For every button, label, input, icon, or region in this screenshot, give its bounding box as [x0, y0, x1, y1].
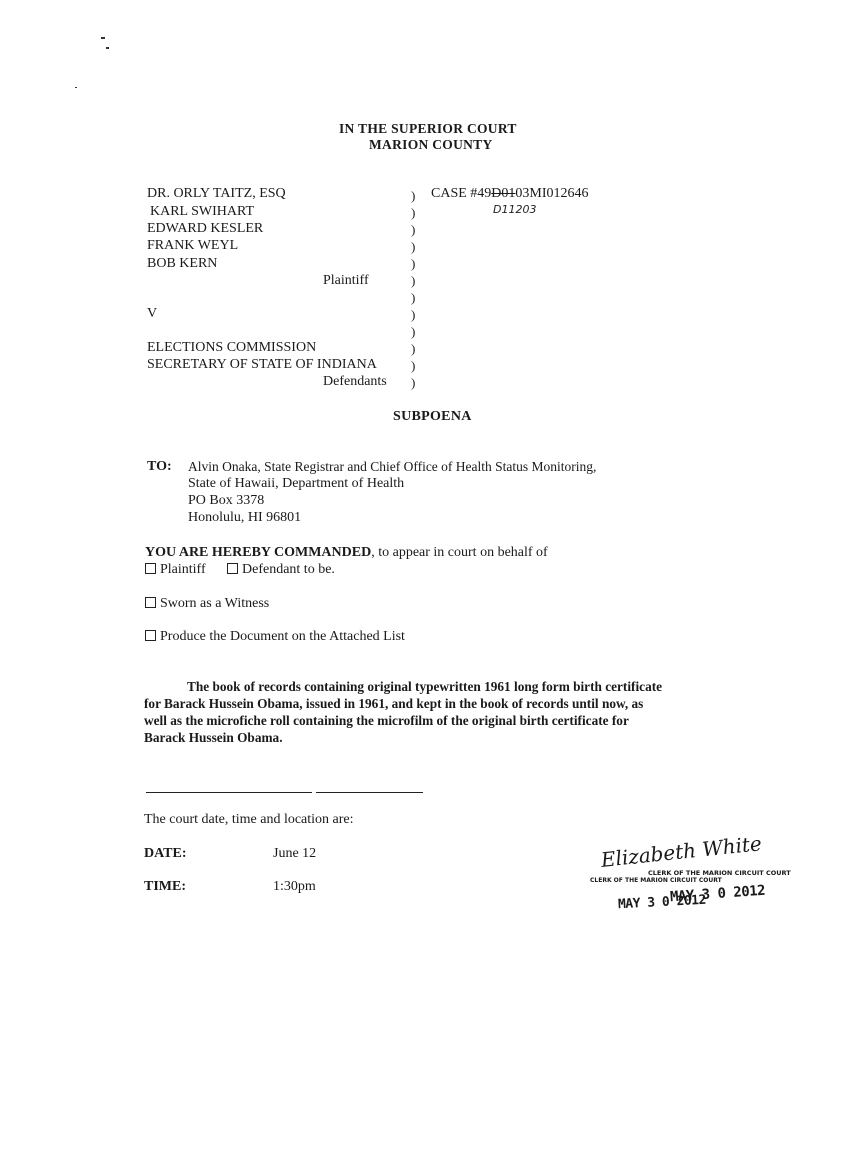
case-number [431, 186, 589, 202]
option-defendant-label: Defendant to be. [242, 562, 335, 577]
caption-paren: ) [411, 188, 416, 203]
caption-paren: ) [411, 222, 416, 237]
caption-paren: ) [411, 256, 416, 271]
court-info-label: The court date, time and location are: [144, 812, 354, 827]
caption-paren: ) [411, 307, 416, 322]
caption-paren: ) [411, 358, 416, 373]
records-line: well as the microfiche roll containing the microfilm of the original birth certificate for [144, 713, 629, 728]
recipient-line: PO Box 3378 [188, 493, 265, 508]
stamp-date: MAY 3 0 2012 [617, 892, 707, 913]
versus-label: V [147, 306, 158, 321]
records-line: Barack Hussein Obama. [144, 730, 283, 745]
date-value: June 12 [273, 846, 317, 861]
plaintiff-name: EDWARD KESLER [147, 221, 264, 236]
signature-line [316, 792, 423, 793]
caption-paren: ) [411, 375, 416, 390]
date-label: DATE: [144, 846, 187, 861]
option-produce-document[interactable] [145, 629, 405, 645]
command-bold: YOU ARE HEREBY COMMANDED [145, 545, 372, 560]
to-label: TO: [147, 459, 172, 474]
time-label: TIME: [144, 879, 186, 894]
command-sentence [145, 545, 548, 561]
case-label: CASE [431, 186, 467, 201]
defendant-label: Defendants [323, 374, 387, 389]
time-value: 1:30pm [273, 879, 316, 894]
command-rest: , to appear in court on behalf of [371, 545, 548, 560]
records-line: for Barack Hussein Obama, issued in 1961, and kept in the book of records until now, as [144, 696, 644, 711]
stamp-date: MAY 3 0 2012 [669, 882, 766, 906]
case-number-prefix: #49 [470, 186, 492, 201]
caption-paren: ) [411, 239, 416, 254]
signature-line [146, 792, 312, 793]
option-produce-label: Produce the Document on the Attached List [160, 629, 405, 644]
sworn-witness-checkbox[interactable] [145, 597, 156, 608]
caption-paren: ) [411, 324, 416, 339]
case-handwritten-correction: D11203 [493, 203, 537, 216]
scan-speck [75, 87, 77, 88]
clerk-signature: Elizabeth White [599, 831, 763, 872]
recipient-line: Honolulu, HI 96801 [188, 510, 302, 525]
document-title: SUBPOENA [393, 409, 472, 424]
option-plaintiff-label: Plaintiff [160, 562, 206, 577]
caption-paren: ) [411, 290, 416, 305]
clerk-stamp-line: CLERK OF THE MARION CIRCUIT COURT [590, 877, 722, 884]
court-title: IN THE SUPERIOR COURT [339, 121, 517, 136]
recipient-line: State of Hawaii, Department of Health [188, 476, 405, 491]
caption-paren: ) [411, 273, 416, 288]
plaintiff-name: FRANK WEYL [147, 238, 239, 253]
scan-speck [106, 47, 109, 49]
defendant-checkbox[interactable] [227, 563, 238, 574]
county-title: MARION COUNTY [369, 137, 493, 152]
plaintiff-name: KARL SWIHART [150, 204, 255, 219]
caption-paren: ) [411, 341, 416, 356]
defendant-name: ELECTIONS COMMISSION [147, 340, 317, 355]
case-number-struck: D01 [491, 186, 516, 201]
case-number-suffix: 03MI012646 [515, 186, 589, 201]
option-sworn-witness[interactable] [145, 596, 269, 612]
plaintiff-label: Plaintiff [323, 273, 369, 288]
recipient-line: Alvin Onaka, State Registrar and Chief Office of Health Status Monitoring, [188, 459, 597, 474]
option-defendant[interactable] [227, 562, 335, 578]
scan-speck [101, 37, 105, 39]
option-plaintiff[interactable] [145, 562, 206, 578]
clerk-stamp-line: CLERK OF THE MARION CIRCUIT COURT [648, 869, 791, 877]
plaintiff-name: DR. ORLY TAITZ, ESQ [147, 186, 286, 201]
plaintiff-name: BOB KERN [147, 256, 218, 271]
caption-paren: ) [411, 205, 416, 220]
records-line: The book of records containing original typewritten 1961 long form birth certificate [187, 679, 663, 694]
defendant-name: SECRETARY OF STATE OF INDIANA [147, 357, 377, 372]
option-sworn-label: Sworn as a Witness [160, 596, 270, 611]
plaintiff-checkbox[interactable] [145, 563, 156, 574]
produce-document-checkbox[interactable] [145, 630, 156, 641]
